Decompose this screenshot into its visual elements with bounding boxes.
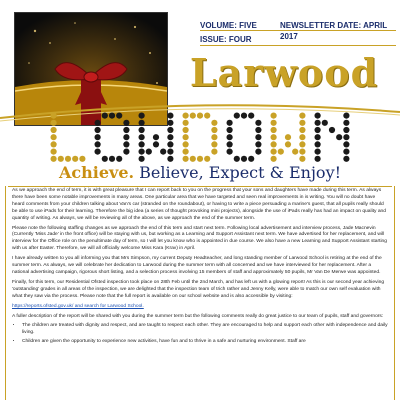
issue-label: ISSUE: FOUR xyxy=(200,35,252,44)
comment-list xyxy=(12,323,388,346)
slogan-divider xyxy=(8,186,392,187)
title-letter-n xyxy=(315,113,350,162)
slogan-achieve: Achieve. xyxy=(58,163,135,182)
paragraph-retirement: I have already written to you all informing you that Mrs Simpson, my current Deputy Headteacher, and long standing member of Larwood School is retiring at the end of the summer term. As always, we will celebrate her dedication to Larwood during the summer term with all concerned and we have interviewed for her replacement. After a national advertising campaign, rigorous short listing, and a selection process involving 15 members of staff and approximately 50 pupils, Mr Van De Merwe was appointed. xyxy=(12,256,382,275)
slogan xyxy=(0,156,400,190)
paragraph-progress: As we approach the end of term, it is with great pleasure that I can report back to you on the progress that your sons and daughters have made during this term. As always there have been some notable improvements in many areas. One particular area that we have targeted and seen real improvements in is writing. You will no doubt have heard comments from your children talking about Van's car (stranded on the roundabout), or having to write a piece persuading a marine's guest, that all pupils really should be able to use iPads for their learning. Therefore the big idea (a series of thought provoking mini projects), alongside the use of iPads really has had an impact on quality and quantity of writing. As always, we will be reviewing all of the above, as we approach the end of the summer term. xyxy=(12,188,386,221)
school-name: Larwood xyxy=(189,50,379,95)
newsletter-header xyxy=(0,0,400,172)
title-letter-o xyxy=(227,113,262,162)
title-letter-l xyxy=(51,113,86,162)
newsletter-date: NEWSLETTER DATE: APRIL 2017 xyxy=(280,21,387,41)
paragraph-inspection: Finally, for this term, our Residential Ofsted inspection took place on 28th Feb until the 2nd March, and has left us with a glowing report! As this is our second year achieving 'outstanding' grades in all areas of the inspection, we are delighted that the inspection team of trich rather and Jenny Kelly, were able to match our own self evaluation with what they saw via the process. Please note that the full report is available on our school website and is also accessible by visiting: xyxy=(12,279,385,299)
list-item: • Children are given the opportunity to experience new activities, have fun and to thrive in a safe and nurturing environment. Staff are xyxy=(22,339,388,346)
paragraph-report: A fuller description of the report will be shared with you during the summer term but the following comments really do great justice to our team of pupils, staff and governors: xyxy=(12,313,384,319)
list-item: • The children are treated with dignity and respect, and are taught to respect each other. They are encouraged to help and support each other with independence and daily living. xyxy=(22,323,388,337)
title-letter-w xyxy=(271,113,306,162)
right-border xyxy=(394,186,395,400)
ofsted-link[interactable]: https://reports.ofsted.gov.uk/ and search for Larwood School. xyxy=(12,303,144,309)
issue-rule-bottom xyxy=(200,45,396,46)
title-letter-w xyxy=(139,113,174,162)
newsletter-body xyxy=(12,188,388,400)
slogan-rest: Believe, Expect & Enjoy! xyxy=(139,163,342,182)
paragraph-staffing: Please note the following staffing changes as we approach the end of this term and start next term. Following local advertisement and interview process, Jade Macnevin (Currently 'Miss Jade' in the front office) will be staying with us, but working as a Learning and Support Assistant next term. We have advertised for her replacement, and will interview for the Office role on the penultimate day of term, so I will let you know who is appointed in due course. We also have a new Learning and Support Assistant starting with us after Easter. Therefore, we will all officially welcome Miss Kara (Krav) in April. xyxy=(12,225,387,252)
title-letter-d xyxy=(183,113,218,162)
left-border xyxy=(5,186,6,400)
issue-info xyxy=(200,18,396,54)
title-letter-o xyxy=(95,113,130,162)
volume-label: VOLUME: FIVE xyxy=(200,21,257,30)
